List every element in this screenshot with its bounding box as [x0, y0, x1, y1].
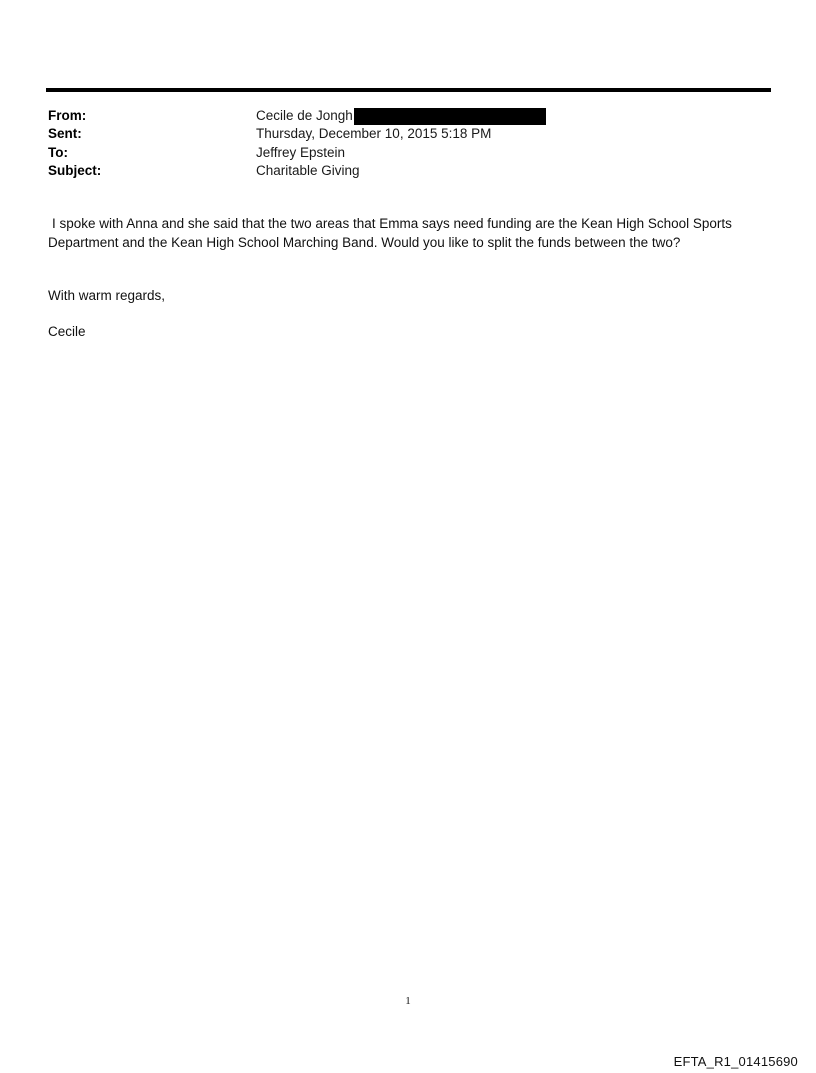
document-id: EFTA_R1_01415690	[673, 1054, 798, 1069]
from-value: Cecile de Jongh	[256, 108, 353, 123]
to-label: To:	[48, 144, 68, 160]
to-value: Jeffrey Epstein	[256, 144, 346, 160]
header-divider-rule	[46, 88, 771, 92]
from-value-container	[256, 107, 546, 125]
sent-label: Sent:	[48, 126, 82, 142]
sent-row	[48, 125, 768, 143]
subject-label: Subject:	[48, 162, 102, 178]
sent-value: Thursday, December 10, 2015 5:18 PM	[256, 126, 492, 142]
to-row	[48, 144, 768, 162]
email-headers	[48, 107, 768, 180]
body-line-1: I spoke with Anna and she said that the two areas that Emma says need funding are the Kean High School Sports	[52, 216, 732, 231]
subject-row	[48, 162, 768, 180]
body-line-2: Department and the Kean High School Marching Band. Would you like to split the funds between the two?	[48, 234, 681, 250]
closing-line: With warm regards,	[48, 288, 166, 303]
from-row	[48, 107, 768, 125]
subject-value: Charitable Giving	[256, 162, 360, 178]
from-label: From:	[48, 108, 87, 123]
signature: Cecile	[48, 324, 86, 339]
redaction-block	[354, 108, 546, 125]
page-number: 1	[405, 995, 411, 1007]
email-body	[48, 215, 748, 252]
